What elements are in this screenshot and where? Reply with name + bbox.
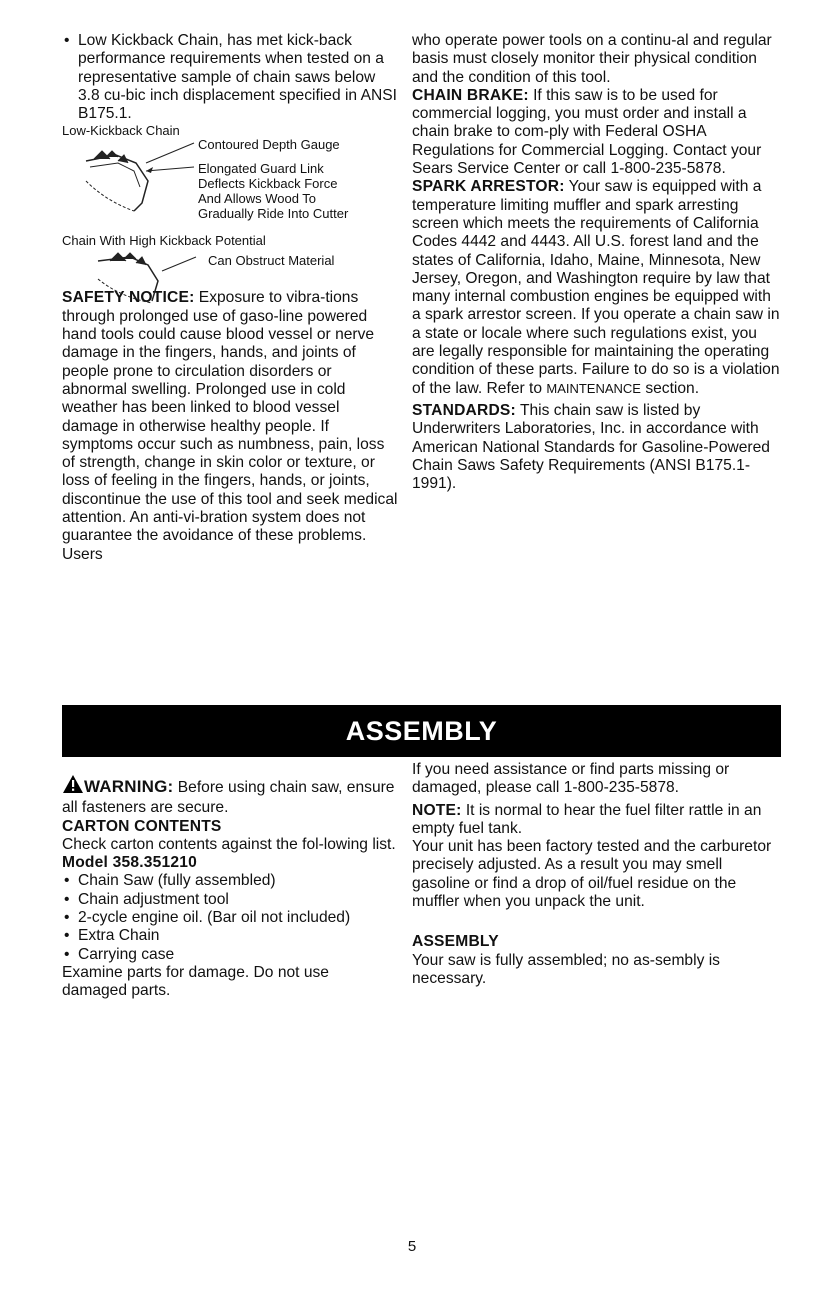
list-item: • Chain adjustment tool [62,891,398,909]
list-item: • Extra Chain [62,927,398,945]
carton-contents-text: Check carton contents against the fol-lowing list. [62,835,396,853]
standards-label: STANDARDS: [412,401,516,419]
list-item: • Chain Saw (fully assembled) [62,872,398,890]
high-kickback-title: Chain With High Kickback Potential [62,233,266,249]
chain-brake-paragraph [412,87,782,178]
safety-notice-text: Exposure to vibra-tions through prolonged use of gaso-line powered hand tools could cause blood vessel or nerve damage in the fingers, hands, and joints of people prone to circulation disorders or abnormal swelling. Prolonged use in cold weather has been linked to blood vessel damage in otherwise healthy people. If symptoms occur such as numbness, pain, loss of strength, change in skin color or texture, or loss of feeling in the fingers, hands, or joints, discontinue the use of this tool and seek medical attention. An anti-vi-bration system does not guarantee the avoidance of these problems. Users [62,289,398,563]
label-can-obstruct-material: Can Obstruct Material [208,253,335,269]
page-number: 5 [407,1238,417,1255]
spark-arrestor-label: SPARK ARRESTOR: [412,178,565,196]
assembly-text: Your saw is fully assembled; no as-sembly is necessary. [412,951,720,987]
kickback-chain-diagram [62,123,398,283]
high-kickback-chain-illustration [90,251,200,311]
standards-text: This chain saw is listed by Underwriters Laboratories, Inc. in accordance with American National Standards for Gasoline-Powered Chain Saws Safety Requirements (ANSI B175.1-1991). [412,401,770,493]
warning-paragraph [62,774,398,818]
spark-arrestor-text: Your saw is equipped with a temperature limiting muffler and spark arresting screen which meets the requirements of California Codes 4442 and 4443. All U.S. forest land and the states of California, Idaho, Maine, Minnesota, New Jersey, Oregon, and Washington require by law that many internal combustion engines be equipped with a spark arrestor screen. If you operate a chain saw in a state or locale where such regulations exist, you are legally responsible for maintaining the operating condition of these parts. Failure to do so is a violation of the law. Refer to [412,178,780,397]
label-deflects-kickback: Deflects Kickback Force [198,176,338,192]
note-text: It is normal to hear the fuel filter rattle in an empty fuel tank. [412,801,762,837]
right-column-top [412,32,782,493]
assistance-paragraph: If you need assistance or find parts missing or damaged, please call 1-800-235-5878. [412,761,730,797]
warning-triangle-icon [62,774,84,799]
label-allows-wood: And Allows Wood To [198,191,317,207]
warning-text: Before using chain saw, ensure all fasteners are secure. [62,779,395,817]
assembly-heading: ASSEMBLY [412,933,499,951]
standards-paragraph [412,402,782,493]
model-number: Model 358.351210 [62,854,197,872]
maintenance-reference: MAINTENANCE [546,380,641,396]
low-kickback-chain-illustration [76,141,196,221]
low-kickback-title: Low-Kickback Chain [62,123,180,139]
warning-label: WARNING: [84,777,174,796]
right-column-bottom [412,761,782,988]
safety-notice-label: SAFETY NOTICE: [62,289,195,307]
assembly-banner: ASSEMBLY [62,705,781,757]
label-contoured-depth-gauge: Contoured Depth Gauge [198,137,340,153]
list-item: • 2-cycle engine oil. (Bar oil not included) [62,909,398,927]
continued-paragraph: who operate power tools on a continu-al and regular basis must closely monitor their physical condition and the condition of this tool. [412,32,772,86]
note-paragraph [412,802,782,839]
left-column-top [62,32,398,564]
examine-parts-text: Examine parts for damage. Do not use damaged parts. [62,963,329,1000]
list-item: • Carrying case [62,946,398,964]
spark-arrestor-end: section. [640,379,700,397]
safety-notice-paragraph [62,289,398,563]
chain-brake-text: If this saw is to be used for commercial logging, you must order and install a chain brake to com-ply with Federal OSHA Regulations for Commercial Logging. Contact your Sears Service Center or call 1-800-235-5878. [412,86,762,178]
factory-tested-paragraph: Your unit has been factory tested and the carburetor precisely adjusted. As a result you may smell gasoline or find a drop of oil/fuel residue on the muffler when you unpack the unit. [412,838,772,911]
left-column-bottom [62,774,398,1001]
spark-arrestor-paragraph [412,178,782,398]
chain-brake-label: CHAIN BRAKE: [412,86,529,104]
carton-contents-heading: CARTON CONTENTS [62,817,222,835]
low-kickback-bullet: • Low Kickback Chain, has met kick-back performance requirements when tested on a representative sample of chain saws below 3.8 cu-bic inch displacement specified in ANSI B175.1. [62,32,398,123]
note-label: NOTE: [412,801,462,819]
label-elongated-guard-link: Elongated Guard Link [198,161,324,177]
label-ride-into-cutter: Gradually Ride Into Cutter [198,206,349,222]
